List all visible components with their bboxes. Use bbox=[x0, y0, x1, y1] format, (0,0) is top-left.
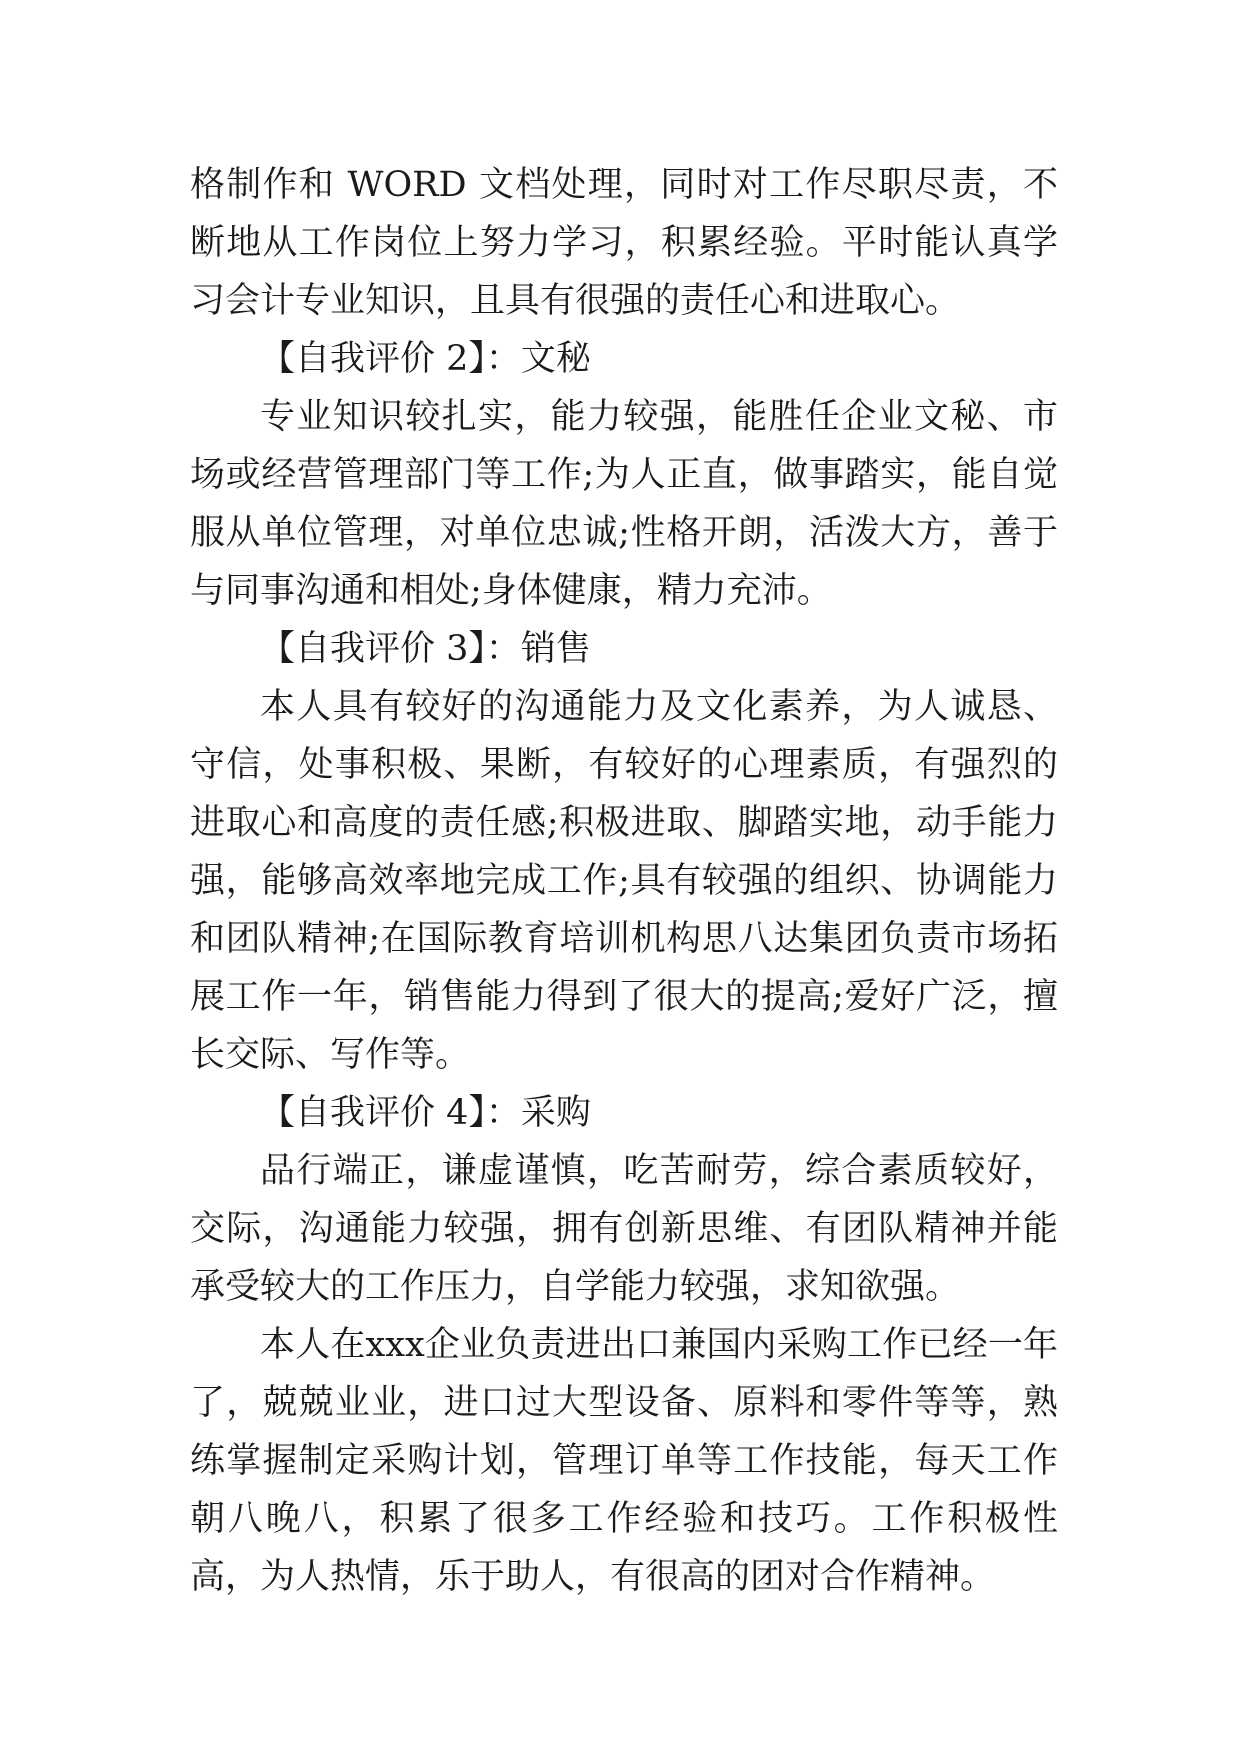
paragraph-purchasing-2: 本人在xxx企业负责进出口兼国内采购工作已经一年了，兢兢业业，进口过大型设备、原料和零件等等，熟练掌握制定采购计划，管理订单等工作技能，每天工作朝八晚八，积累了很多工作经验和技巧。工作积极性高，为人热情，乐于助人，有很高的团对合作精神。 bbox=[190, 1325, 1058, 1597]
paragraph-sales: 本人具有较好的沟通能力及文化素养，为人诚恳、守信，处事积极、果断，有较好的心理素质，有强烈的进取心和高度的责任感;积极进取、脚踏实地，动手能力强，能够高效率地完成工作;具有较强的组织、协调能力和团队精神;在国际教育培训机构思八达集团负责市场拓展工作一年，销售能力得到了很大的提高;爱好广泛，擅长交际、写作等。 bbox=[190, 687, 1058, 1075]
paragraph-secretary: 专业知识较扎实，能力较强，能胜任企业文秘、市场或经营管理部门等工作;为人正直，做事踏实，能自觉服从单位管理，对单位忠诚;性格开朗，活泼大方，善于与同事沟通和相处;身体健康，精力充沛。 bbox=[190, 397, 1058, 611]
paragraph-continued: 格制作和 WORD 文档处理，同时对工作尽职尽责，不断地从工作岗位上努力学习，积累经验。平时能认真学习会计专业知识，且具有很强的责任心和进取心。 bbox=[190, 165, 1058, 321]
section-heading-purchasing: 【自我评价 4】：采购 bbox=[260, 1093, 591, 1133]
section-heading-sales: 【自我评价 3】：销售 bbox=[260, 629, 591, 669]
paragraph-purchasing-1: 品行端正，谦虚谨慎，吃苦耐劳，综合素质较好，交际，沟通能力较强，拥有创新思维、有团队精神并能承受较大的工作压力，自学能力较强，求知欲强。 bbox=[190, 1151, 1058, 1307]
document-body bbox=[190, 156, 1058, 1606]
section-heading-secretary: 【自我评价 2】：文秘 bbox=[260, 339, 591, 379]
